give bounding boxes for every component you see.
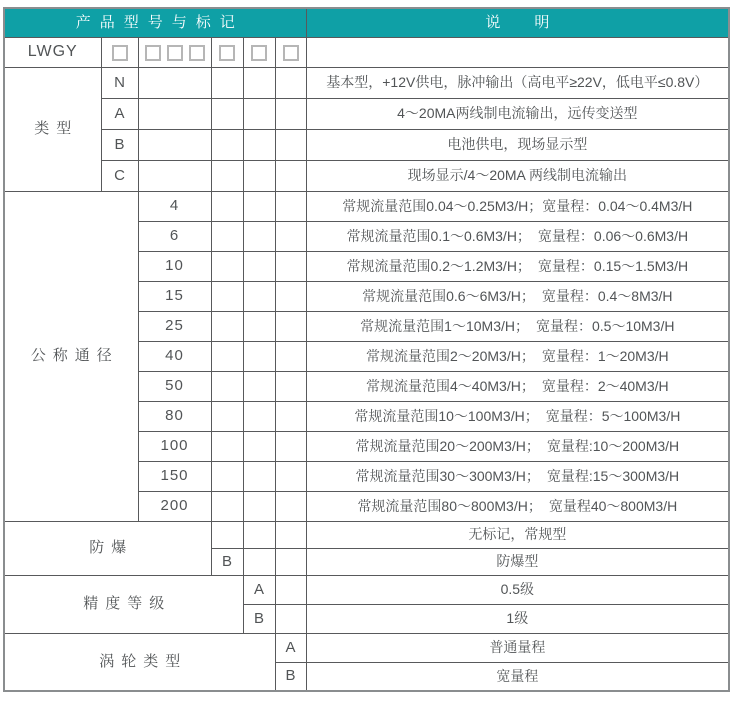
diameter-size: 6	[138, 221, 211, 251]
diameter-size: 200	[138, 491, 211, 521]
diameter-desc: 常规流量范围4～40M3/H； 宽量程：2～40M3/H	[306, 371, 729, 401]
explosion-proof-desc: 无标记，常规型	[306, 521, 729, 548]
header-model-marking	[4, 8, 306, 37]
empty-cell	[211, 401, 243, 431]
empty-cell	[243, 548, 275, 575]
turbine-type-row	[4, 633, 729, 662]
explosion-proof-code: B	[211, 548, 243, 575]
diameter-size: 50	[138, 371, 211, 401]
empty-cell	[243, 461, 275, 491]
diameter-section-label: 公称通径	[4, 191, 138, 521]
diameter-size: 15	[138, 281, 211, 311]
diameter-size: 80	[138, 401, 211, 431]
placeholder-box-icon	[219, 45, 235, 61]
explosion-proof-section-label: 防爆	[4, 521, 211, 575]
type-code: C	[101, 160, 138, 191]
empty-cell	[138, 129, 211, 160]
empty-cell	[243, 98, 275, 129]
turbine-desc: 普通量程	[306, 633, 729, 662]
diameter-desc: 常规流量范围0.6～6M3/H； 宽量程：0.4～8M3/H	[306, 281, 729, 311]
diameter-desc: 常规流量范围0.1～0.6M3/H； 宽量程：0.06～0.6M3/H	[306, 221, 729, 251]
type-code: N	[101, 67, 138, 98]
diameter-size: 100	[138, 431, 211, 461]
empty-cell	[275, 491, 306, 521]
model-desc-empty	[306, 37, 729, 67]
diameter-desc: 常规流量范围30～300M3/H； 宽量程:15～300M3/H	[306, 461, 729, 491]
empty-cell	[211, 129, 243, 160]
placeholder-box-icon	[112, 45, 128, 61]
empty-cell	[243, 251, 275, 281]
accuracy-row	[4, 575, 729, 604]
type-desc: 基本型，+12V供电，脉冲输出（高电平≥22V，低电平≤0.8V）	[306, 67, 729, 98]
diameter-desc: 常规流量范围0.2～1.2M3/H； 宽量程：0.15～1.5M3/H	[306, 251, 729, 281]
turbine-section-label: 涡轮类型	[4, 633, 275, 691]
placeholder-box-icon	[283, 45, 299, 61]
empty-cell	[275, 191, 306, 221]
empty-cell	[211, 341, 243, 371]
empty-cell	[211, 251, 243, 281]
empty-cell	[275, 98, 306, 129]
empty-cell	[211, 221, 243, 251]
empty-cell	[275, 341, 306, 371]
model-selection-table	[3, 7, 730, 692]
type-row	[4, 98, 729, 129]
empty-cell	[275, 311, 306, 341]
empty-cell	[211, 461, 243, 491]
model-box-cell-diameter	[138, 37, 211, 67]
turbine-code: B	[275, 662, 306, 691]
type-desc: 现场显示/4～20MA 两线制电流输出	[306, 160, 729, 191]
empty-cell	[275, 129, 306, 160]
empty-cell	[211, 160, 243, 191]
explosion-proof-code	[211, 521, 243, 548]
empty-cell	[275, 221, 306, 251]
diameter-desc: 常规流量范围0.04～0.25M3/H；宽量程：0.04～0.4M3/H	[306, 191, 729, 221]
explosion-proof-desc: 防爆型	[306, 548, 729, 575]
empty-cell	[243, 431, 275, 461]
diameter-desc: 常规流量范围10～100M3/H； 宽量程：5～100M3/H	[306, 401, 729, 431]
empty-cell	[243, 341, 275, 371]
type-row	[4, 160, 729, 191]
diameter-size: 25	[138, 311, 211, 341]
empty-cell	[243, 521, 275, 548]
placeholder-box-icon	[189, 45, 205, 61]
empty-cell	[243, 160, 275, 191]
turbine-desc: 宽量程	[306, 662, 729, 691]
empty-cell	[211, 431, 243, 461]
model-box-cell-explosion	[211, 37, 243, 67]
diameter-desc: 常规流量范围20～200M3/H； 宽量程:10～200M3/H	[306, 431, 729, 461]
empty-cell	[243, 371, 275, 401]
diameter-size: 40	[138, 341, 211, 371]
placeholder-box-icon	[145, 45, 161, 61]
empty-cell	[275, 431, 306, 461]
turbine-code: A	[275, 633, 306, 662]
accuracy-section-label: 精度等级	[4, 575, 243, 633]
diameter-size: 4	[138, 191, 211, 221]
type-section-label: 类型	[4, 67, 101, 191]
diameter-row	[4, 191, 729, 221]
type-code: A	[101, 98, 138, 129]
empty-cell	[275, 604, 306, 633]
empty-cell	[275, 548, 306, 575]
empty-cell	[138, 160, 211, 191]
empty-cell	[275, 281, 306, 311]
empty-cell	[275, 251, 306, 281]
type-desc: 电池供电，现场显示型	[306, 129, 729, 160]
accuracy-desc: 0.5级	[306, 575, 729, 604]
placeholder-box-icon	[251, 45, 267, 61]
empty-cell	[243, 221, 275, 251]
accuracy-code: A	[243, 575, 275, 604]
model-box-cell-type	[101, 37, 138, 67]
diameter-desc: 常规流量范围80～800M3/H； 宽量程40～800M3/H	[306, 491, 729, 521]
model-box-cell-turbine	[275, 37, 306, 67]
empty-cell	[211, 281, 243, 311]
type-code: B	[101, 129, 138, 160]
diameter-desc: 常规流量范围2～20M3/H； 宽量程：1～20M3/H	[306, 341, 729, 371]
empty-cell	[211, 491, 243, 521]
accuracy-desc: 1级	[306, 604, 729, 633]
empty-cell	[275, 461, 306, 491]
empty-cell	[275, 67, 306, 98]
empty-cell	[243, 311, 275, 341]
header-description-label: 说明	[485, 13, 584, 31]
type-row	[4, 67, 729, 98]
empty-cell	[275, 521, 306, 548]
empty-cell	[275, 575, 306, 604]
type-desc: 4～20MA两线制电流输出，远传变送型	[306, 98, 729, 129]
empty-cell	[211, 67, 243, 98]
empty-cell	[243, 191, 275, 221]
empty-cell	[243, 401, 275, 431]
type-row	[4, 129, 729, 160]
empty-cell	[275, 371, 306, 401]
empty-cell	[243, 281, 275, 311]
empty-cell	[211, 371, 243, 401]
table-header-row	[4, 8, 729, 37]
model-box-cell-accuracy	[243, 37, 275, 67]
diameter-desc: 常规流量范围1～10M3/H； 宽量程：0.5～10M3/H	[306, 311, 729, 341]
empty-cell	[243, 67, 275, 98]
model-designation-row	[4, 37, 729, 67]
placeholder-box-icon	[167, 45, 183, 61]
empty-cell	[243, 491, 275, 521]
empty-cell	[138, 67, 211, 98]
explosion-proof-row	[4, 521, 729, 548]
header-description	[306, 8, 729, 37]
empty-cell	[211, 311, 243, 341]
model-prefix: LWGY	[4, 37, 101, 67]
empty-cell	[275, 160, 306, 191]
empty-cell	[211, 191, 243, 221]
diameter-size: 150	[138, 461, 211, 491]
empty-cell	[243, 129, 275, 160]
empty-cell	[211, 98, 243, 129]
empty-cell	[138, 98, 211, 129]
diameter-size: 10	[138, 251, 211, 281]
empty-cell	[275, 401, 306, 431]
accuracy-code: B	[243, 604, 275, 633]
header-model-marking-label: 产品型号与标记	[75, 13, 244, 31]
